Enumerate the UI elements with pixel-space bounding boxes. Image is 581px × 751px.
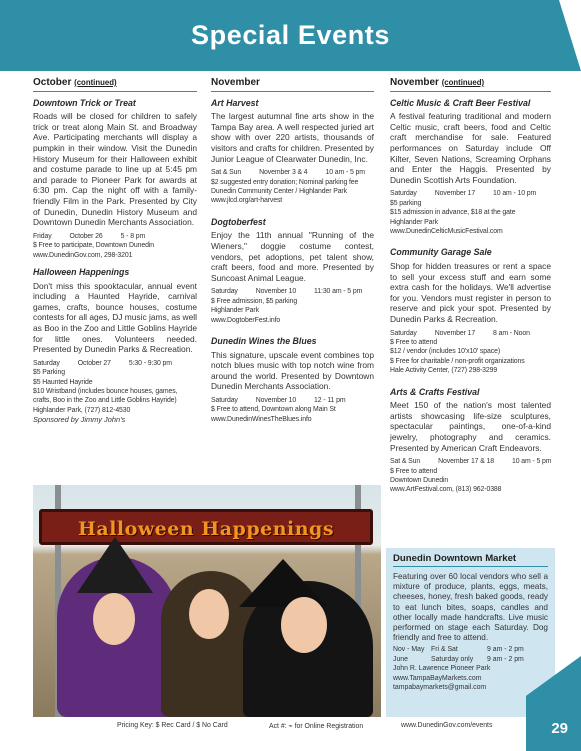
event-description: Enjoy the 11th annual "Running of the Wieners," doggie costume contest, vendors, pet adoptions, pet talent show, craft beers, food and more. Presented by Suncoast Animal League. bbox=[211, 230, 374, 283]
event-detail-line: $ Free for charitable / non-profit organizations bbox=[390, 357, 525, 365]
event-halloween-happenings bbox=[33, 267, 197, 426]
child-face bbox=[93, 593, 135, 645]
event-title: Downtown Trick or Treat bbox=[33, 97, 136, 108]
event-detail-line: Highlander Park bbox=[390, 218, 438, 226]
market-schedule-row: Nov - May Fri & Sat 9 am - 2 pm bbox=[393, 646, 524, 654]
event-description: A festival featuring traditional and modern Celtic music, craft beers, food and Celtic craft merchandise for sale. Featured performances on Saturday include Off Kilter, Seven Nations, Screaming Orphans and Enter the Haggis. Presented by Dunedin Scottish Arts Foundation. bbox=[390, 111, 551, 185]
month-heading: November bbox=[211, 78, 374, 92]
event-detail-line: Highlander Park bbox=[211, 307, 259, 315]
event-schedule: Saturday November 17 8 am - Noon bbox=[390, 329, 530, 337]
child-face bbox=[281, 597, 327, 653]
event-description: Don't miss this spooktacular, annual event including a Haunted Hayride, carnival games, crafts, bounce houses, costume contests for all ages, DJ music jams, as well as Boo in the Zoo and Little Goblins Hayride for little ones. Volunteers needed. Presented by Dunedin Parks & Recreation. bbox=[33, 280, 197, 355]
market-schedule-row: June Saturday only 9 am - 2 pm bbox=[393, 655, 524, 663]
event-detail-line: $5 parking bbox=[390, 199, 422, 207]
event-link[interactable]: www.ArtFestival.com, (813) 962-0388 bbox=[390, 486, 502, 494]
event-detail-line: $ Free to attend bbox=[390, 467, 438, 475]
event-detail-line: $2 suggested entry donation; Nominal parking fee bbox=[211, 178, 359, 186]
column-november-continued bbox=[390, 78, 551, 495]
event-schedule: Friday October 26 5 - 8 pm bbox=[33, 232, 146, 240]
market-email-link[interactable]: tampabaymarkets@gmail.com bbox=[393, 684, 487, 692]
downtown-market-box bbox=[386, 548, 555, 717]
event-detail-line: $ Free to participate, Downtown Dunedin bbox=[33, 242, 154, 250]
halloween-photo bbox=[33, 485, 381, 717]
event-schedule: Sat & Sun November 3 & 4 10 am - 5 pm bbox=[211, 169, 365, 177]
banner-text: Halloween Happenings bbox=[77, 518, 335, 540]
event-title: Celtic Music & Craft Beer Festival bbox=[390, 97, 531, 108]
event-celtic-music-festival bbox=[390, 98, 551, 237]
event-description: Shop for hidden treasures or rent a space to sell your excess stuff and earn some extra cash for the holidays. We'll advertise for you. Vendors must register in person to reserve and pick your spot. Presented by Dunedin Parks & Recreation. bbox=[390, 260, 551, 324]
event-title: Dogtoberfest bbox=[211, 216, 266, 227]
market-title: Dunedin Downtown Market bbox=[393, 553, 548, 567]
events-website-link[interactable]: www.DunedinGov.com/events bbox=[401, 722, 493, 729]
event-arts-crafts-festival bbox=[390, 387, 551, 495]
header-corner-notch bbox=[559, 0, 581, 71]
page-title: Special Events bbox=[191, 20, 390, 50]
event-detail-line: Highlander Park, (727) 812-4530 bbox=[33, 406, 131, 414]
event-link[interactable]: www.jlcd.org/art-harvest bbox=[211, 197, 283, 205]
event-title: Community Garage Sale bbox=[390, 247, 492, 258]
activity-key: Act #: ⌁ for Online Registration bbox=[269, 723, 364, 730]
event-link[interactable]: www.DunedinCelticMusicFestival.com bbox=[390, 227, 503, 235]
event-schedule: Saturday November 10 12 - 11 pm bbox=[211, 396, 346, 404]
event-sponsor: Sponsored by Jimmy John's bbox=[33, 415, 126, 425]
event-schedule: Saturday November 10 11:30 am - 5 pm bbox=[211, 288, 363, 296]
market-description: Featuring over 60 local vendors who sell a mixture of produce, plants, eggs, meats, cheeses, honey, fresh baked goods, ready to eat lunch bites, soaps, candles and other locally made handcrafts. Live music performed on stage each Saturday. Dog friendly and free to attend. bbox=[393, 572, 548, 643]
page-header bbox=[0, 0, 581, 71]
event-detail-line: Hale Activity Center, (727) 298-3299 bbox=[390, 367, 498, 375]
event-detail-line: $12 / vendor (includes 10'x10' space) bbox=[390, 348, 501, 356]
event-title: Arts & Crafts Festival bbox=[390, 386, 480, 397]
month-heading: October (continued) bbox=[33, 78, 197, 92]
event-title: Art Harvest bbox=[211, 97, 259, 108]
event-detail-line: $ Free admission, $5 parking bbox=[211, 297, 298, 305]
child-face bbox=[189, 589, 229, 639]
page-number: 29 bbox=[551, 720, 568, 737]
event-link[interactable]: www.DunedinGov.com, 298-3201 bbox=[33, 251, 133, 259]
market-website-link[interactable]: www.TampaBayMarkets.com bbox=[393, 674, 482, 682]
event-community-garage-sale bbox=[390, 247, 551, 375]
event-detail-line: Downtown Dunedin bbox=[390, 476, 449, 484]
event-description: Meet 150 of the nation's most talented artists showcasing life-size sculptures, spectacular paintings, one-of-a-kind jewelry, photography and ceramics. Presented by American Craft Endeavors. bbox=[390, 400, 551, 453]
event-link[interactable]: www.DunedinWinesTheBlues.info bbox=[211, 415, 312, 423]
event-detail-line: $ Free to attend, Downtown along Main St bbox=[211, 406, 336, 414]
event-title: Dunedin Wines the Blues bbox=[211, 335, 317, 346]
event-detail-line: crafts, Boo in the Zoo and Little Goblins Hayride) bbox=[33, 397, 177, 405]
pricing-key: Pricing Key: $ Rec Card / $ No Card bbox=[117, 722, 228, 729]
event-dunedin-wines-the-blues bbox=[211, 336, 374, 424]
event-title: Halloween Happenings bbox=[33, 266, 130, 277]
event-detail-line: $5 Haunted Hayride bbox=[33, 378, 93, 386]
event-schedule: Sat & Sun November 17 & 18 10 am - 5 pm bbox=[390, 458, 552, 466]
event-art-harvest bbox=[211, 98, 374, 206]
market-location: John R. Lawrence Pioneer Park bbox=[393, 665, 491, 673]
witch-hat bbox=[77, 537, 153, 593]
event-link[interactable]: www.DogtoberFest.info bbox=[211, 316, 281, 324]
event-description: This signature, upscale event combines top notch blues music with top notch wine from around the world. Presented by Downtown Dunedin Merchants Association. bbox=[211, 349, 374, 392]
column-october bbox=[33, 78, 197, 426]
event-detail-line: Dunedin Community Center / Highlander Park bbox=[211, 187, 347, 195]
event-detail-line: $ Free to attend bbox=[390, 338, 438, 346]
event-schedule: Saturday November 17 10 am - 10 pm bbox=[390, 190, 537, 198]
event-detail-line: $15 admission in advance, $18 at the gate bbox=[390, 209, 516, 217]
month-heading: November (continued) bbox=[390, 78, 551, 92]
event-detail-line: $5 Parking bbox=[33, 369, 65, 377]
event-description: The largest autumnal fine arts show in the Tampa Bay area. A well respected juried art show with over 220 artists, thousands of visitors and crafts for children. Presented by Junior League of Clearwater Dunedin, Inc. bbox=[211, 111, 374, 164]
event-schedule: Saturday October 27 5:30 - 9:30 pm bbox=[33, 359, 172, 367]
event-dogtoberfest bbox=[211, 217, 374, 325]
column-november bbox=[211, 78, 374, 424]
event-detail-line: $10 Wristband (includes bounce houses, games, bbox=[33, 387, 178, 395]
event-downtown-trick-or-treat bbox=[33, 98, 197, 260]
event-description: Roads will be closed for children to safely trick or treat along Main St. and Broadway Ave. Participating merchants will display a pumpkin in their window. Visit the Dunedin History Museum for their Halloween exhibit and costume parade to line up at 5:45 pm and parade to Pioneer Park for awards at 6:30 pm. Cap the night off with a family-friendly Film in the Park. Presented by City of Dunedin, Dunedin History Museum and Downtown Dunedin Merchants Association. bbox=[33, 111, 197, 228]
